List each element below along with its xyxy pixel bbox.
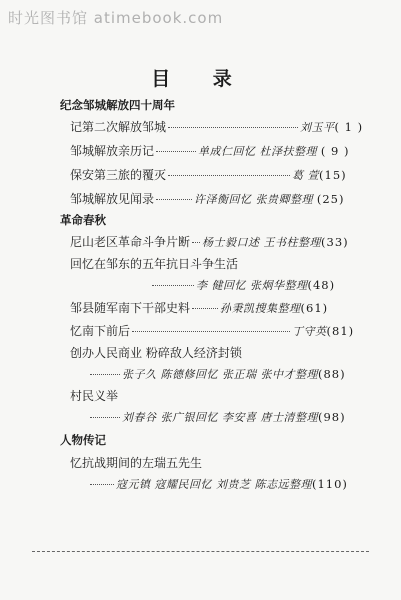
entry-title: 回忆在邹东的五年抗日斗争生活 bbox=[70, 257, 239, 271]
entry-credit: 寇元镇 寇耀民回忆 刘贵芝 陈志远整理 bbox=[116, 478, 312, 491]
entry-credit: 杨士毅口述 王书柱整理 bbox=[202, 236, 322, 249]
leader-dots bbox=[90, 417, 120, 418]
entry-page: ( 1 ) bbox=[334, 120, 364, 134]
entry-page: (33) bbox=[321, 235, 349, 249]
entry-title: 记第二次解放邹城 bbox=[70, 120, 167, 134]
bottom-rule bbox=[32, 551, 369, 552]
toc-entry bbox=[70, 387, 118, 404]
entry-title: 村民义举 bbox=[70, 389, 119, 403]
entry-page: ( 9 ) bbox=[320, 144, 350, 158]
toc-entry bbox=[70, 142, 349, 159]
toc-entry-continuation bbox=[150, 277, 335, 293]
entry-page: (25) bbox=[316, 192, 345, 206]
toc-entry bbox=[70, 166, 347, 183]
watermark: 时光图书馆 atimebook.com bbox=[8, 9, 224, 27]
entry-page: (81) bbox=[326, 324, 355, 338]
entry-title: 邹县随军南下干部史料 bbox=[70, 301, 191, 315]
leader-dots bbox=[168, 127, 298, 128]
toc-entry bbox=[70, 344, 242, 361]
toc-entry-continuation bbox=[88, 409, 346, 425]
leader-dots bbox=[168, 175, 290, 176]
page-title: 目 录 bbox=[151, 68, 250, 90]
entry-title: 忆抗战期间的左瑞五先生 bbox=[70, 456, 203, 470]
entry-page: (88) bbox=[318, 367, 346, 381]
entry-page: (98) bbox=[318, 410, 346, 424]
toc-entry bbox=[70, 299, 328, 316]
entry-credit: 丁守英 bbox=[292, 325, 327, 338]
toc-entry bbox=[70, 322, 354, 339]
entry-credit: 许泽衡回忆 张贵卿整理 bbox=[194, 193, 314, 206]
entry-page: (61) bbox=[300, 301, 329, 315]
entry-page: (15) bbox=[319, 168, 347, 182]
entry-page: (48) bbox=[307, 278, 336, 292]
entry-credit: 李 健回忆 张炯华整理 bbox=[196, 279, 308, 292]
entry-credit: 刘春谷 张广银回忆 李安喜 唐士清整理 bbox=[122, 411, 318, 424]
entry-credit: 葛 萱 bbox=[292, 169, 320, 182]
leader-dots bbox=[192, 242, 200, 243]
entry-credit: 刘玉平 bbox=[300, 121, 335, 134]
toc-entry bbox=[70, 255, 238, 272]
toc-entry bbox=[70, 190, 344, 207]
leader-dots bbox=[132, 331, 290, 332]
entry-title: 邹城解放见闻录 bbox=[70, 192, 155, 206]
entry-title: 忆南下前后 bbox=[70, 324, 131, 338]
entry-title: 邹城解放亲历记 bbox=[70, 144, 155, 158]
leader-dots bbox=[152, 285, 194, 286]
entry-page: (110) bbox=[312, 477, 348, 491]
leader-dots bbox=[192, 308, 218, 309]
section-heading: 人物传记 bbox=[60, 433, 106, 447]
leader-dots bbox=[156, 151, 196, 152]
toc-entry bbox=[70, 118, 363, 135]
entry-credit: 孙秉凯搜集整理 bbox=[220, 302, 301, 315]
entry-credit: 单成仁回忆 杜泽扶整理 bbox=[198, 145, 318, 158]
entry-credit: 张子久 陈德修回忆 张正瑞 张中才整理 bbox=[122, 368, 318, 381]
toc-entry-continuation bbox=[88, 366, 346, 382]
section-heading: 革命春秋 bbox=[60, 213, 106, 227]
leader-dots bbox=[156, 199, 192, 200]
leader-dots bbox=[90, 484, 114, 485]
section-heading: 纪念邹城解放四十周年 bbox=[60, 98, 175, 112]
toc-entry-continuation bbox=[88, 476, 348, 492]
toc-entry bbox=[70, 454, 202, 471]
entry-title: 尼山老区革命斗争片断 bbox=[70, 235, 191, 249]
toc-entry bbox=[70, 233, 349, 250]
entry-title: 保安第三旅的覆灭 bbox=[70, 168, 167, 182]
entry-title: 创办人民商业 粉碎敌人经济封锁 bbox=[70, 346, 242, 360]
leader-dots bbox=[90, 374, 120, 375]
